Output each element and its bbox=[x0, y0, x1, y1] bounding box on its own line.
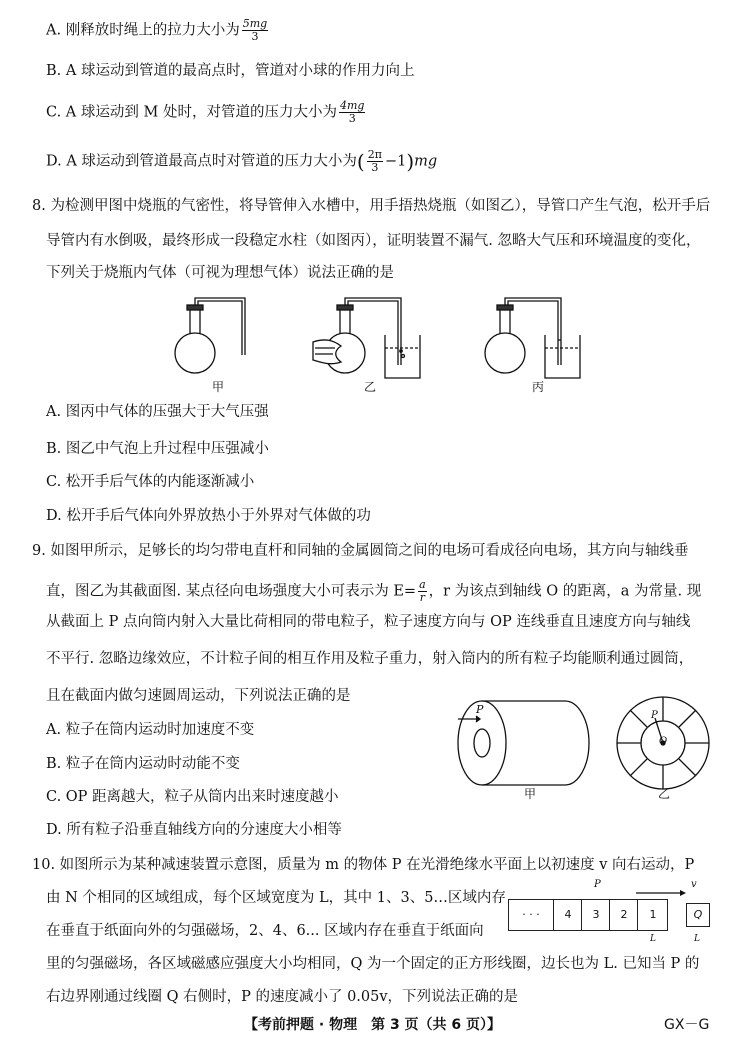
q8-stem-line-1: 8. 为检测甲图中烧瓶的气密性，将导管伸入水槽中，用手捂热烧瓶（如图乙），导管口产生气泡，松开手后 bbox=[32, 198, 711, 214]
q9-option-c: C. OP 距离越大，粒子从筒内出来时速度越小 bbox=[46, 789, 339, 805]
q10-label-q: Q bbox=[693, 908, 703, 921]
q10-stem-line-2: 由 N 个相同的区域组成，每个区域宽度为 L，其中 1、3、5…区域内存 bbox=[46, 890, 506, 906]
q9-point-p-fig-jia: P bbox=[476, 703, 484, 716]
q9-stem-line-2 bbox=[46, 579, 701, 604]
q7-option-c-fraction bbox=[339, 100, 365, 125]
paper-code: GX－G bbox=[664, 1017, 710, 1033]
q10-stem-line-1: 10. 如图所示为某种减速装置示意图，质量为 m 的物体 P 在光滑绝缘水平面上以初速度 v 向右运动，P bbox=[32, 857, 695, 873]
q8-option-a: A. 图丙中气体的压强大于大气压强 bbox=[46, 404, 269, 420]
q9-fig-label-yi: 乙 bbox=[658, 787, 671, 801]
q9-fig-label-jia: 甲 bbox=[524, 787, 537, 801]
fraction-denominator: 3 bbox=[348, 112, 356, 125]
q9-stem-line-1: 9. 如图甲所示，足够长的均匀带电直杆和同轴的金属圆筒之间的电场可看成径向电场，其方向与轴线垂 bbox=[32, 543, 689, 559]
q10-region-band bbox=[508, 899, 668, 931]
q7-option-d-unit: mg bbox=[414, 153, 438, 170]
q9-option-d: D. 所有粒子沿垂直轴线方向的分速度大小相等 bbox=[46, 822, 342, 838]
cylinder-diagram bbox=[450, 693, 730, 803]
region-cell: 3 bbox=[581, 900, 610, 930]
fraction-denominator: r bbox=[419, 591, 425, 604]
q8-option-b: B. 图乙中气泡上升过程中压强减小 bbox=[46, 441, 269, 457]
paren-left: ( bbox=[356, 149, 365, 174]
q9-point-o: O bbox=[659, 736, 668, 747]
q10-stem-line-4: 里的匀强磁场，各区域磁感应强度大小均相同，Q 为一个固定的正方形线圈，边长也为 L. 已知当 P 的 bbox=[46, 956, 700, 972]
fraction-numerator: 4mg bbox=[339, 99, 365, 112]
q8-stem-line-2: 导管内有水倒吸，最终形成一段稳定水柱（如图丙），证明装置不漏气. 忽略大气压和环境温度的变化， bbox=[46, 233, 701, 249]
q10-stem-line-3: 在垂直于纸面向外的匀强磁场，2、4、6... 区域内存在垂直于纸面向 bbox=[46, 923, 484, 939]
fraction-numerator: 5mg bbox=[242, 17, 268, 30]
q8-option-d: D. 松开手后气体向外界放热小于外界对气体做的功 bbox=[46, 508, 371, 524]
q9-stem-line-3: 从截面上 P 点向筒内射入大量比荷相同的带电粒子，粒子速度方向与 OP 连线垂直且速度方向与轴线 bbox=[46, 614, 691, 630]
q10-velocity-arrow bbox=[636, 883, 692, 893]
q7-option-c-text: C. A 球运动到 M 处时，对管道的压力大小为 bbox=[46, 104, 337, 121]
q8-fig-label-yi: 乙 bbox=[364, 380, 377, 394]
region-cell: 1 bbox=[637, 900, 668, 930]
q10-label-p: P bbox=[594, 879, 601, 890]
q7-option-d bbox=[46, 149, 437, 174]
fraction-numerator: a bbox=[419, 578, 426, 591]
flask-diagram bbox=[165, 290, 585, 390]
q10-label-v: v bbox=[691, 879, 697, 890]
q10-coil-q bbox=[686, 903, 710, 927]
q9-stem-line-5: 且在截面内做匀速圆周运动，下列说法正确的是 bbox=[46, 688, 351, 704]
q8-fig-label-bing: 丙 bbox=[532, 380, 545, 394]
region-cell: 4 bbox=[553, 900, 582, 930]
q7-option-d-text: D. A 球运动到管道最高点时对管道的压力大小为 bbox=[46, 153, 357, 170]
q8-flask-figures bbox=[165, 290, 585, 390]
page-footer: 【考前押题 · 物理 第 3 页（共 6 页）】 bbox=[244, 1017, 502, 1033]
region-cell: 2 bbox=[609, 900, 638, 930]
q9-point-p-fig-yi: P bbox=[651, 710, 658, 721]
q9-field-fraction bbox=[418, 579, 427, 604]
q7-option-a bbox=[46, 18, 270, 43]
q7-option-d-fraction bbox=[367, 149, 383, 174]
q9-stem-line-4: 不平行. 忽略边缘效应，不计粒子间的相互作用及粒子重力，射入筒内的所有粒子均能顺利通过圆筒， bbox=[46, 651, 694, 667]
q10-label-l-region: L bbox=[650, 934, 656, 944]
q9-stem-line-2-pre: 直，图乙为其截面图. 某点径向电场强度大小可表示为 E= bbox=[46, 583, 417, 600]
fraction-numerator: 2π bbox=[367, 148, 382, 161]
q7-option-d-minus: −1 bbox=[384, 153, 407, 170]
q10-label-l-coil: L bbox=[694, 934, 700, 944]
arrow-right-icon bbox=[636, 888, 692, 898]
fraction-denominator: 3 bbox=[371, 161, 379, 174]
q10-stem-line-5: 右边界刚通过线圈 Q 右侧时，P 的速度减小了 0.05v，下列说法正确的是 bbox=[46, 989, 519, 1005]
q7-option-a-text: A. 刚释放时绳上的拉力大小为 bbox=[46, 22, 240, 39]
region-cell: · · · bbox=[522, 908, 540, 921]
q8-stem-line-3: 下列关于烧瓶内气体（可视为理想气体）说法正确的是 bbox=[46, 265, 394, 281]
q9-option-a: A. 粒子在筒内运动时加速度不变 bbox=[46, 722, 255, 738]
fraction-denominator: 3 bbox=[251, 30, 259, 43]
q7-option-c bbox=[46, 100, 367, 125]
q7-option-a-fraction bbox=[242, 18, 268, 43]
q9-cylinder-figures bbox=[450, 693, 730, 803]
q7-option-b: B. A 球运动到管道的最高点时，管道对小球的作用力向上 bbox=[46, 63, 415, 79]
q9-stem-line-2-post: ，r 为该点到轴线 O 的距离，a 为常量. 现 bbox=[428, 583, 702, 600]
q9-option-b: B. 粒子在筒内运动时动能不变 bbox=[46, 756, 240, 772]
q8-fig-label-jia: 甲 bbox=[212, 380, 225, 394]
paren-right: ) bbox=[406, 149, 415, 174]
q8-option-c: C. 松开手后气体的内能逐渐减小 bbox=[46, 474, 255, 490]
